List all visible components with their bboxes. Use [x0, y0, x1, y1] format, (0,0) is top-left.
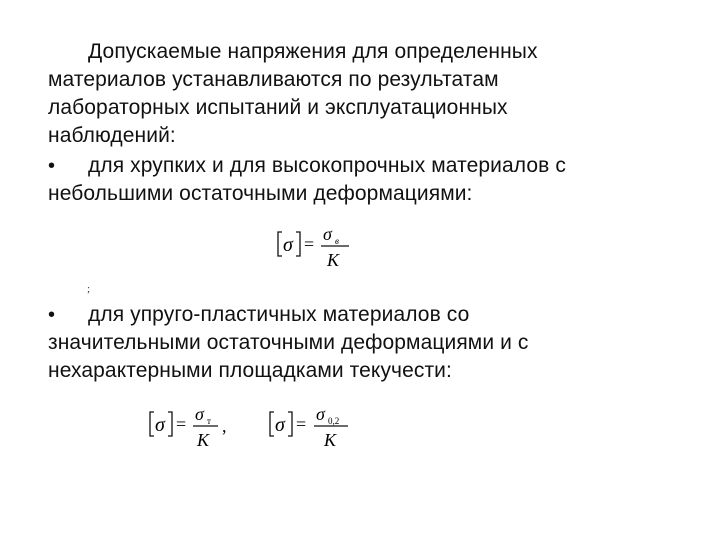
bullet-2-line-2: значительными остаточными деформациями и с	[48, 331, 529, 354]
formula-2-comma: ,	[222, 416, 227, 436]
formula-2-numerator-sub: т	[207, 416, 211, 426]
bullet-1-line-2: небольшими остаточными деформациями:	[48, 182, 473, 205]
formula-2-eq: =	[176, 414, 187, 434]
formula-3-denominator: K	[324, 430, 337, 450]
formula-proof-stress-svg	[266, 402, 362, 454]
paragraph-line-3: лабораторных испытаний и эксплуатационных	[48, 96, 508, 119]
formula-1-lhs: σ	[283, 234, 293, 256]
formula-brittle	[274, 222, 364, 274]
paragraph-line-1: Допускаемые напряжения для определенных	[88, 40, 538, 63]
formula-2-denominator: K	[197, 430, 210, 450]
paragraph-line-4: наблюдений:	[48, 124, 176, 147]
formula-1-eq: =	[304, 234, 315, 254]
bullet-2-line-3: нехарактерными площадками текучести:	[48, 359, 452, 382]
formula-1-denominator: K	[327, 250, 340, 270]
bullet-1-line-1: для хрупких и для высокопрочных материалов с	[88, 154, 566, 177]
formula-2-numerator: σ	[195, 404, 204, 424]
bullet-marker-2: •	[48, 304, 56, 326]
formula-proof-stress	[266, 402, 362, 454]
formula-3-lhs: σ	[275, 414, 285, 436]
paragraph-line-2: материалов устанавливаются по результатам	[48, 68, 499, 91]
formula-1-numerator-sub: в	[335, 236, 339, 246]
bullet-marker-1: •	[48, 155, 56, 177]
formula-2-lhs: σ	[155, 414, 165, 436]
formula-3-eq: =	[296, 414, 307, 434]
separator-semicolon: ;	[87, 283, 91, 295]
formula-yield-svg	[146, 402, 236, 454]
formula-1-numerator: σ	[323, 224, 332, 244]
formula-3-numerator: σ	[316, 404, 325, 424]
formula-3-numerator-sub: 0,2	[328, 416, 340, 426]
bullet-2-line-1: для упруго-пластичных материалов со	[88, 303, 470, 326]
formula-brittle-svg	[274, 222, 364, 274]
formula-yield	[146, 402, 236, 454]
